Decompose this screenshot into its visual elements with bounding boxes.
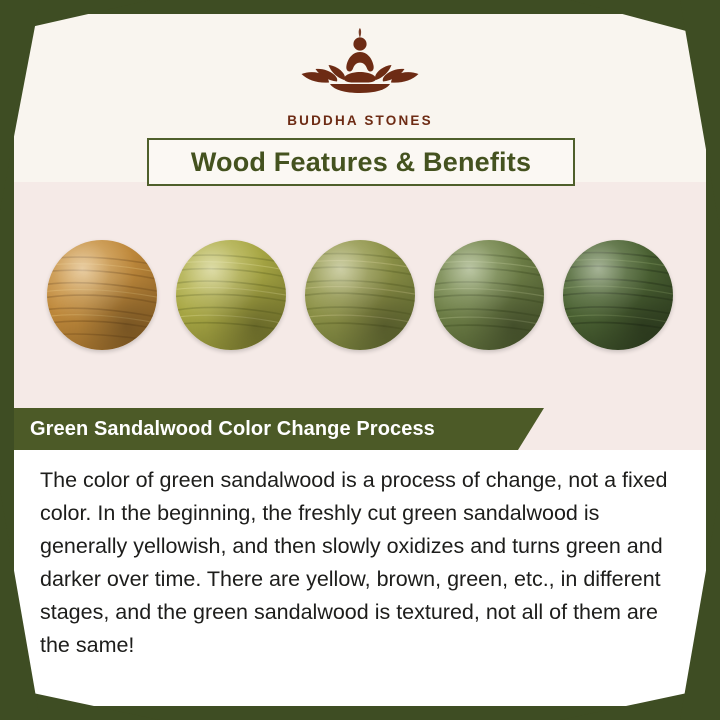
- bead-stage-2: [176, 240, 286, 350]
- section-heading-text: Green Sandalwood Color Change Process: [30, 417, 435, 440]
- brand-name: BUDDHA STONES: [287, 113, 433, 128]
- bead-highlight: [176, 240, 286, 350]
- page-title-text: Wood Features & Benefits: [190, 146, 532, 177]
- bead-stage-5: [563, 240, 673, 350]
- corner-wedge-bottom-left: [0, 490, 190, 720]
- bead-highlight: [563, 240, 673, 350]
- bead-highlight: [305, 240, 415, 350]
- corner-wedge-top-left: [0, 0, 190, 210]
- ribbon-tail: [518, 408, 544, 450]
- bead-stage-1: [47, 240, 157, 350]
- bead-highlight: [434, 240, 544, 350]
- bead-stage-4: [434, 240, 544, 350]
- body-text: The color of green sandalwood is a process of change, not a fixed color. In the beginning, the freshly cut green sandalwood is generally yellowish, and then slowly oxidizes and turns green and darker over time. There are yellow, brown, green, etc., in different stages, and the green sandalwood is textured, not all of them are the same!: [40, 468, 668, 657]
- page-title: [147, 138, 575, 186]
- corner-wedge-bottom-right: [530, 490, 720, 720]
- buddha-lotus-logo-icon: [275, 28, 445, 110]
- section-heading: [14, 408, 518, 450]
- bead-stage-3: [305, 240, 415, 350]
- corner-wedge-top-right: [530, 0, 720, 230]
- bead-highlight: [47, 240, 157, 350]
